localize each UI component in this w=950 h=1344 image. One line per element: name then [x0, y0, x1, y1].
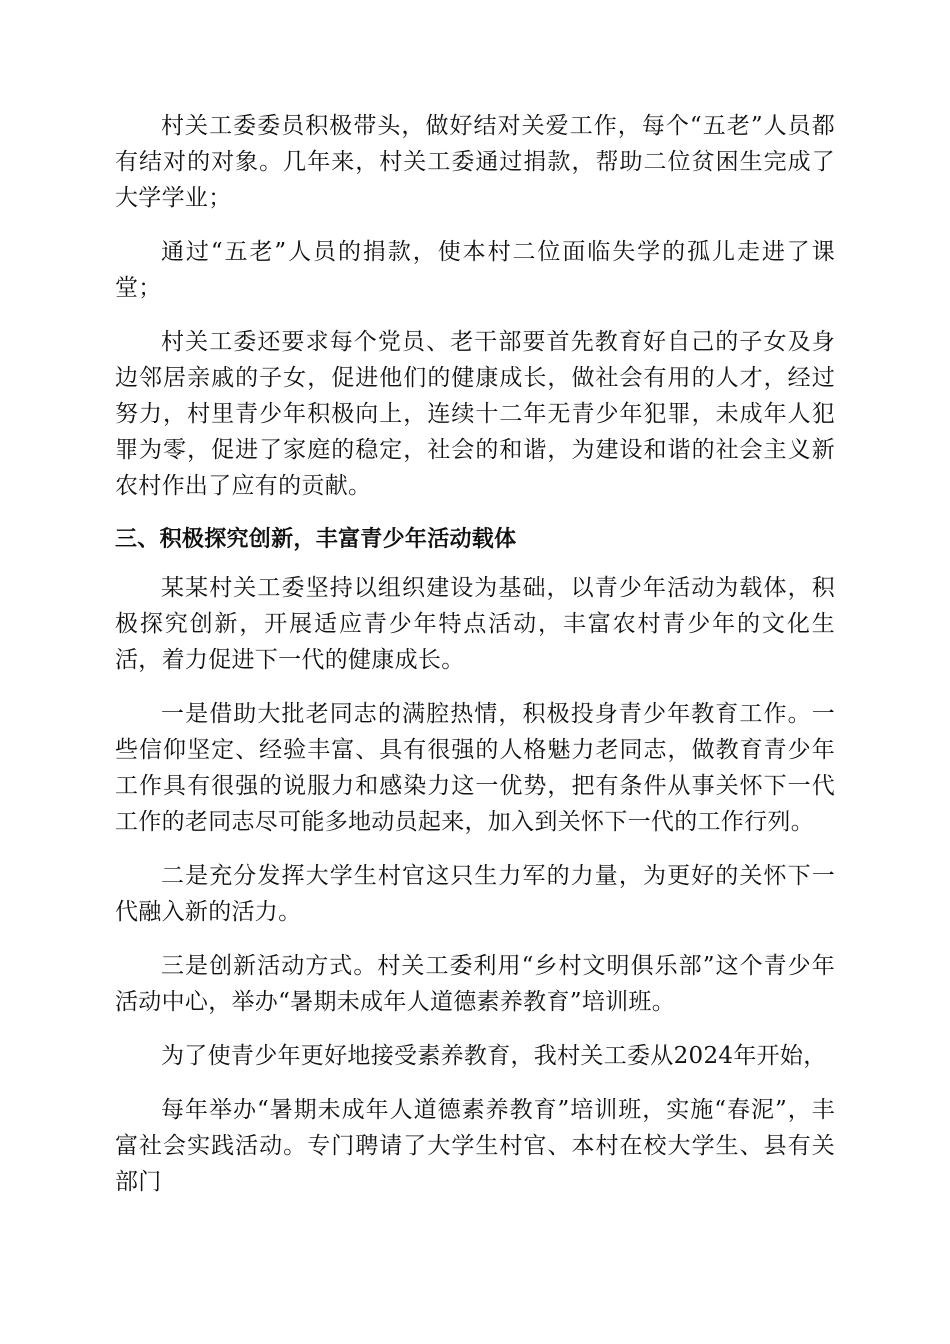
paragraph-activity-methods: 三是创新活动方式。村关工委利用“乡村文明俱乐部”这个青少年活动中心，举办“暑期未成年人道德素养教育”培训班。	[115, 953, 835, 1015]
paragraph-since-2024: 为了使青少年更好地接受素养教育，我村关工委从2024年开始，	[161, 1043, 827, 1069]
paragraph-section-intro: 某某村关工委坚持以组织建设为基础，以青少年活动为载体，积极探究创新，开展适应青少年特点活动，丰富农村青少年的文化生活，着力促进下一代的健康成长。	[115, 575, 835, 673]
paragraph-veterans: 一是借助大批老同志的满腔热情，积极投身青少年教育工作。一些信仰坚定、经验丰富、具有很强的人格魅力老同志，做教育青少年工作具有很强的说服力和感染力这一优势，把有条件从事关怀下一代工作的老同志尽可能多地动员起来，加入到关怀下一代的工作行列。	[115, 701, 835, 835]
document-page	[115, 108, 835, 1218]
paragraph-village-officials: 二是充分发挥大学生村官这只生力军的力量，为更好的关怀下一代融入新的活力。	[115, 863, 835, 925]
paragraph-family-education: 村关工委还要求每个党员、老干部要首先教育好自己的子女及身边邻居亲戚的子女，促进他们的健康成长，做社会有用的人才，经过努力，村里青少年积极向上，连续十二年无青少年犯罪，未成年人犯罪为零，促进了家庭的稳定，社会的和谐，为建设和谐的社会主义新农村作出了应有的贡献。	[115, 329, 835, 499]
paragraph-annual-training: 每年举办“暑期未成年人道德素养教育”培训班，实施“春泥”，丰富社会实践活动。专门聘请了大学生村官、本村在校大学生、县有关部门	[115, 1097, 835, 1195]
section-heading: 三、积极探究创新，丰富青少年活动载体	[115, 527, 517, 552]
paragraph-pairing-care: 村关工委委员积极带头，做好结对关爱工作，每个“五老”人员都有结对的对象。几年来，村关工委通过捐款，帮助二位贫困生完成了大学学业；	[115, 113, 835, 211]
paragraph-orphans-donation: 通过“五老”人员的捐款，使本村二位面临失学的孤儿走进了课堂；	[115, 239, 835, 301]
